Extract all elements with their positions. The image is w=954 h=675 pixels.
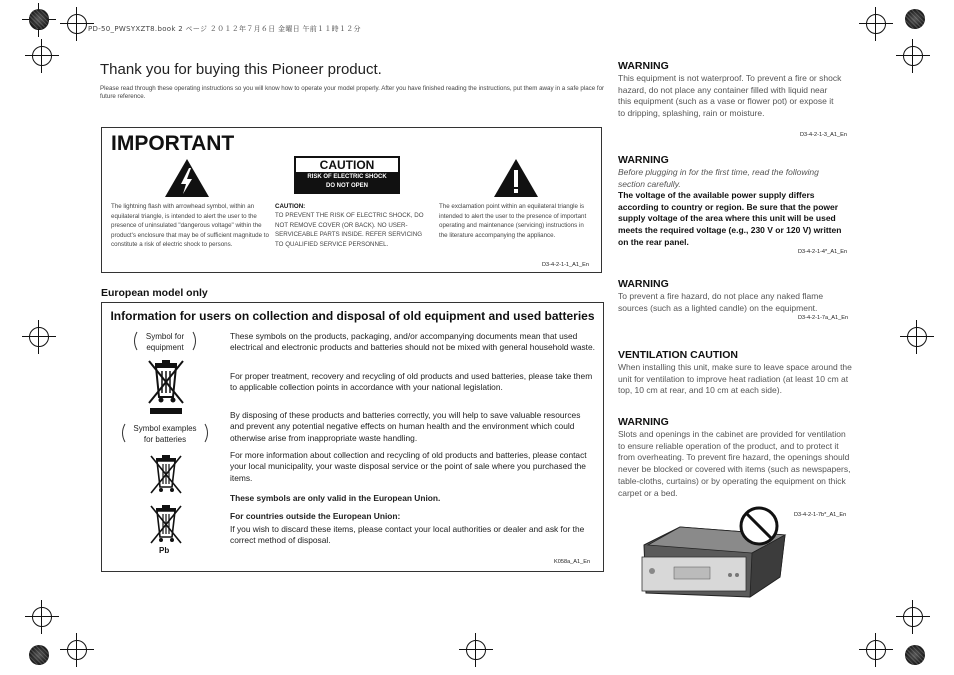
registration-mark-right-mid [907,327,927,347]
eu-title: Information for users on collection and disposal of old equipment and used batteries [110,309,595,323]
paren-left-2 [120,423,126,443]
warning-2-intro: Before plugging in for the first time, read the following section carefully. [618,167,819,189]
caution-heading: CAUTION: [275,203,306,210]
eu-label: European model only [101,287,208,299]
registration-mark-bottom-left [32,607,52,627]
warning-1-heading: WARNING [618,60,669,72]
ventilation-body: When installing this unit, make sure to leave space around the unit for ventilation to improve heat radiation (at least 10 cm at top, 10 cm at rear, and 10 cm at each side). [618,362,852,396]
warning-2-body: The voltage of the available power supply differs according to country or region. Be sure that the power supply voltage of the area where this unit will be used meets the required voltage (e.g., 230 V or 120 V) written on the rear panel. [618,190,842,247]
paren-right-1 [192,331,198,351]
caption-batteries-line2: for batteries [143,435,187,444]
eu-paragraph-4: For more information about collection and recycling of old products and batteries, please contact your local municipality, your waste disposal service or the point of sale where you purchased the items. [230,450,587,483]
eu-paragraph-1: These symbols on the products, packaging, and/or accompanying documents mean that used electrical and electronic products and batteries should not be mixed with general household waste. [230,331,595,353]
caution-badge [294,156,400,194]
important-code: D3-4-2-1-1_A1_En [542,262,589,268]
eu-box [101,302,604,572]
battery-bin-pb-icon [148,503,184,545]
registration-mark-left-mid [29,327,49,347]
warning-4-heading: WARNING [618,416,669,428]
caption-batteries-line1: Symbol examples [133,424,197,433]
intro-text: Please read through these operating instructions so you will know how to operate your model properly. After you have finished reading the instructions, put them away in a safe place for future reference. [100,85,605,101]
warning-4-code: D3-4-2-1-7b*_A1_En [794,512,847,518]
ventilation-heading: VENTILATION CAUTION [618,349,738,361]
caution-explanation: TO PREVENT THE RISK OF ELECTRIC SHOCK, DO NOT REMOVE COVER (OR BACK). NO USER-SERVICEABLE PARTS INSIDE. REFER SERVICING TO QUALIFIED SERVICE PERSONNEL. [275,212,424,248]
lightning-triangle-icon [164,158,210,198]
print-dot-bottom-left [29,645,49,665]
paren-right-2 [204,423,210,443]
warning-3-code: D3-4-2-1-7a_A1_En [798,315,849,321]
eu-paragraph-3: By disposing of these products and batteries correctly, you will help to save valuable resources and prevent any potential negative effects on human health and the environment which could otherwise arise from inappropriate waste handling. [230,410,581,443]
caution-badge-sub1: RISK OF ELECTRIC SHOCK [307,174,387,180]
warning-3-heading: WARNING [618,278,669,290]
important-title: IMPORTANT [111,132,235,155]
pb-label: Pb [159,546,170,555]
caption-batteries [120,423,210,445]
warning-4-body: Slots and openings in the cabinet are provided for ventilation to ensure reliable operation of the product, and to protect it from overheating. To prevent fire hazard, the openings should never be blocked or covered with items (such as newspapers, table-cloths, curtains) or by operating the equipment on thick carpet or a bed. [618,429,851,498]
page-title: Thank you for buying this Pioneer product. [100,61,382,78]
caution-badge-title: CAUTION [296,158,398,172]
eu-code: K058a_A1_En [554,559,591,565]
registration-mark-top-right [866,14,886,34]
print-dot-top-left [29,9,49,29]
registration-mark-bottom-mid [466,640,486,660]
lightning-explanation: The lightning flash with arrowhead symbol, within an equilateral triangle, is intended to alert the user to the presence of uninsulated "dangerous voltage" within the product's enclosure that may be of sufficient magnitude to constitute a risk of electric shock to persons. [111,203,269,249]
eu-paragraph-2: For proper treatment, recovery and recycling of old products and used batteries, please take them to applicable collection points in accordance with your national legislation. [230,371,593,393]
registration-mark-top-left-3 [32,46,52,66]
eu-paragraph-6-heading: For countries outside the European Union: [230,511,401,521]
print-dot-bottom-right [905,645,925,665]
caption-equipment-line2: equipment [146,343,184,352]
important-box [101,127,602,273]
warning-1-body: This equipment is not waterproof. To prevent a fire or shock hazard, do not place any container filled with liquid near this equipment (such as a vase or flower pot) or expose it to dripping, splashing, rain or moisture. [618,73,842,119]
crossed-bin-icon [146,357,186,415]
registration-mark-top-left-2 [67,14,87,34]
eu-paragraph-6: If you wish to discard these items, please contact your local authorities or dealer and ask for the correct method of disposal. [230,524,585,546]
paren-left-1 [132,331,138,351]
warning-2-heading: WARNING [618,154,669,166]
caption-equipment-line1: Symbol for [145,332,185,341]
print-header-meta: PD-50_PWSYXZT8.book 2 ページ ２０１２年７月６日 金曜日 午前１１時１２分 [88,25,361,33]
no-covering-icon [738,505,780,547]
registration-mark-bottom-right-2 [903,607,923,627]
exclamation-explanation: The exclamation point within an equilateral triangle is intended to alert the user to the presence of important operating and maintenance (servicing) instructions in the literature accompanying the appliance. [439,203,587,239]
warning-1-code: D3-4-2-1-3_A1_En [800,132,847,138]
battery-bin-icon [148,453,184,495]
eu-paragraph-5: These symbols are only valid in the European Union. [230,493,441,503]
registration-mark-top-right-2 [903,46,923,66]
print-dot-top-right [905,9,925,29]
warning-3-body: To prevent a fire hazard, do not place any naked flame sources (such as a lighted candle) on the equipment. [618,291,824,313]
registration-mark-bottom-left-2 [67,640,87,660]
warning-2-code: D3-4-2-1-4*_A1_En [798,249,848,255]
registration-mark-bottom-right [866,640,886,660]
caution-badge-sub2: DO NOT OPEN [325,183,368,189]
exclamation-triangle-icon [493,158,539,198]
